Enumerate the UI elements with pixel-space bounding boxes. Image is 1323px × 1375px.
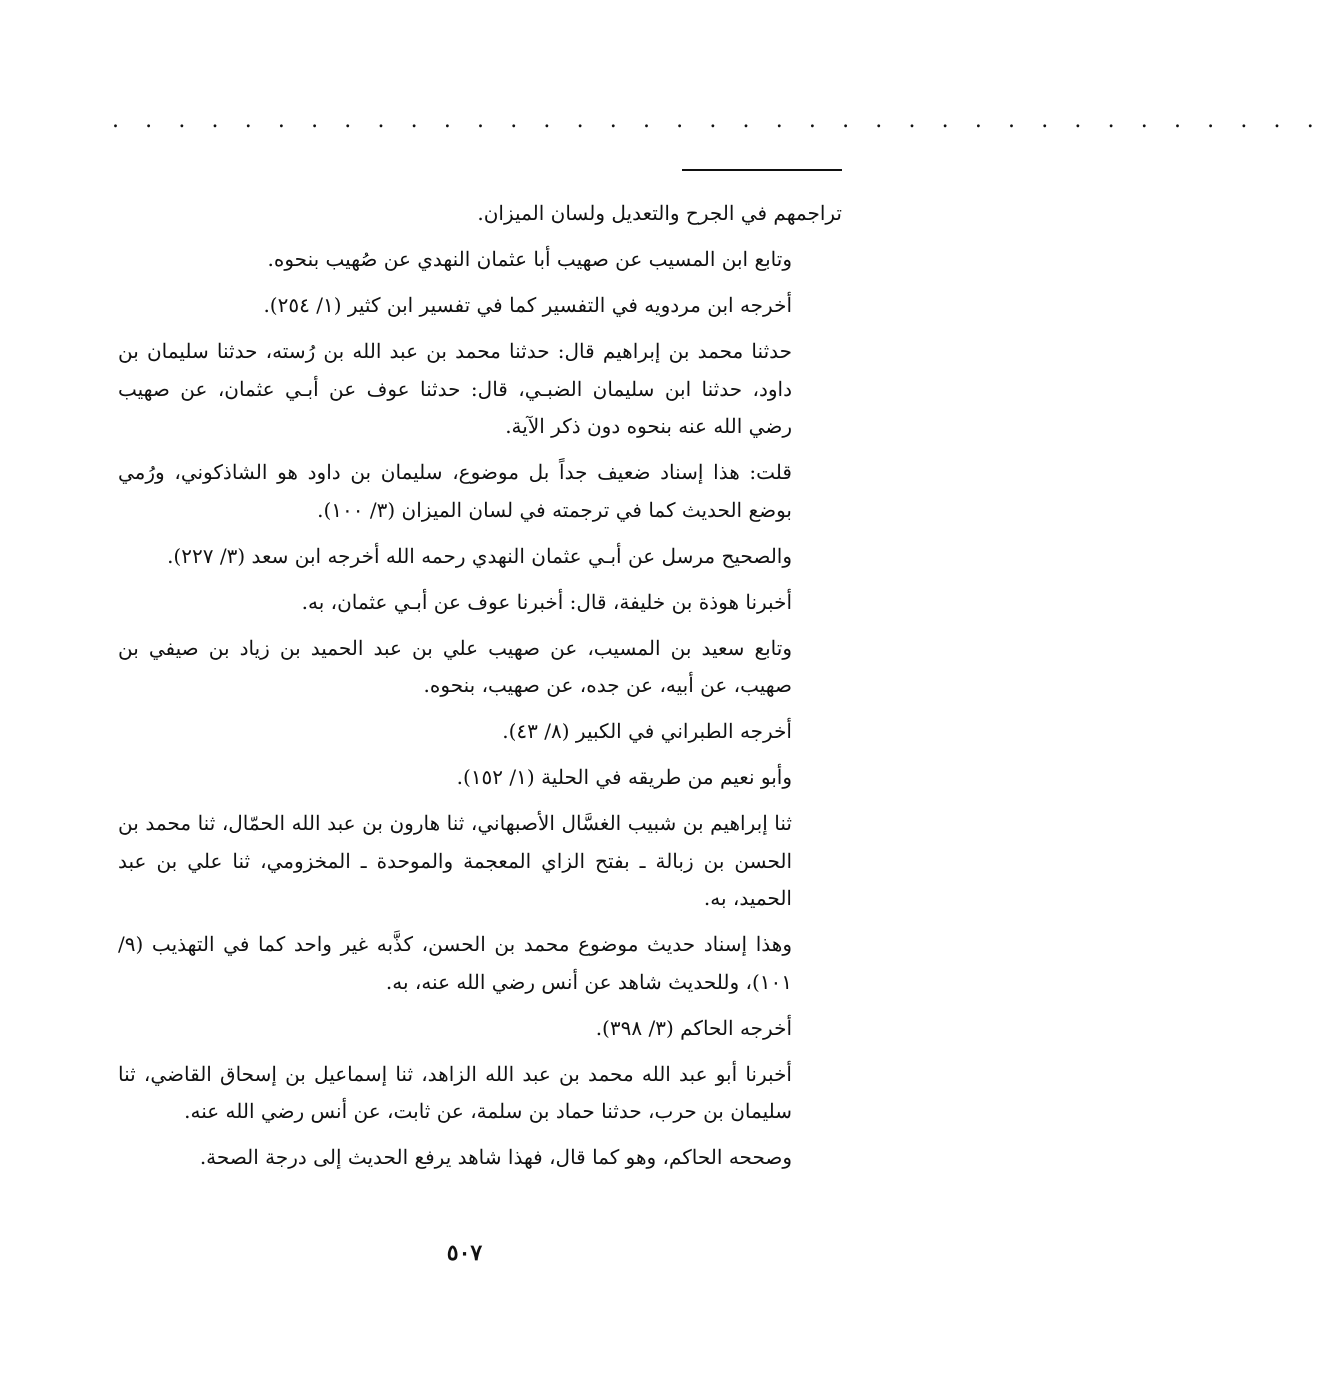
paragraph: تراجمهم في الجرح والتعديل ولسان الميزان. [477, 201, 842, 225]
page-number: ٥٠٧ [446, 1240, 483, 1266]
paragraph: أخرجه ابن مردويه في التفسير كما في تفسير ابن كثير (١/ ٢٥٤). [263, 293, 792, 317]
body-text [118, 195, 842, 1185]
paragraph: أخبرنا هوذة بن خليفة، قال: أخبرنا عوف عن أبـي عثمان، به. [301, 589, 792, 614]
dotted-separator: . . . . . . . . . . . . . . . . . . . . . . . . . . . . . . . . . . . . . [112, 108, 1323, 133]
paragraph: وأبو نعيم من طريقه في الحلية (١/ ١٥٢). [456, 765, 792, 789]
footnote-rule [682, 169, 842, 171]
paragraph: أخبرنا أبو عبد الله محمد بن عبد الله الزاهد، ثنا إسماعيل بن إسحاق القاضي، ثنا سليمان بن حرب، حدثنا حماد بن سلمة، عن ثابت، عن أنس رضي الله عنه. [118, 1061, 792, 1123]
paragraph: أخرجه الحاكم (٣/ ٣٩٨). [595, 1015, 792, 1040]
paragraph: وهذا إسناد حديث موضوع محمد بن الحسن، كذَّبه غير واحد كما في التهذيب (٩/ ١٠١)، وللحديث شاهد عن أنس رضي الله عنه، به. [118, 932, 792, 994]
paragraph: والصحيح مرسل عن أبـي عثمان النهدي رحمه الله أخرجه ابن سعد (٣/ ٢٢٧). [167, 543, 792, 568]
paragraph: قلت: هذا إسناد ضعيف جداً بل موضوع، سليمان بن داود هو الشاذكوني، ورُمي بوضع الحديث كما في ترجمته في لسان الميزان (٣/ ١٠٠). [118, 460, 792, 522]
paragraph: وصححه الحاكم، وهو كما قال، فهذا شاهد يرفع الحديث إلى درجة الصحة. [199, 1145, 792, 1169]
paragraph: وتابع سعيد بن المسيب، عن صهيب علي بن عبد الحميد بن زياد بن صيفي بن صهيب، عن أبيه، عن جده، عن صهيب، بنحوه. [118, 635, 792, 697]
paragraph: وتابع ابن المسيب عن صهيب أبا عثمان النهدي عن صُهيب بنحوه. [267, 247, 792, 271]
paragraph: أخرجه الطبراني في الكبير (٨/ ٤٣). [502, 719, 792, 743]
paragraph: ثنا إبراهيم بن شبيب الغسَّال الأصبهاني، ثنا هارون بن عبد الله الحمّال، ثنا محمد بن الحسن بن زبالة ـ بفتح الزاي المعجمة والموحدة ـ المخزومي، ثنا علي بن عبد الحميد، به. [118, 811, 792, 910]
paragraph: حدثنا محمد بن إبراهيم قال: حدثنا محمد بن عبد الله بن رُسته، حدثنا سليمان بن داود، حدثنا ابن سليمان الضبـي، قال: حدثنا عوف عن أبـي عثمان، عن صهيب رضي الله عنه بنحوه دون ذكر الآية. [118, 339, 792, 438]
